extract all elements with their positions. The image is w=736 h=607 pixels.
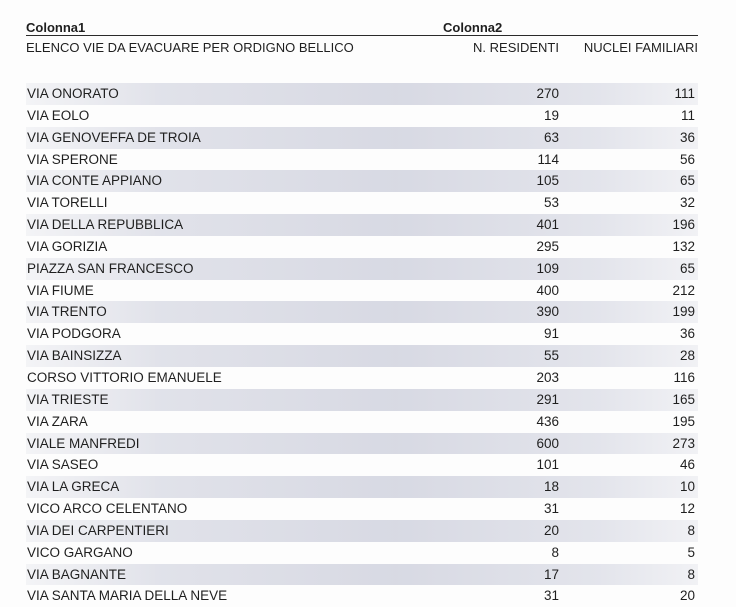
table-row [26,149,698,171]
table-row [26,301,698,323]
street-name-cell: VIA SANTA MARIA DELLA NEVE [27,588,228,604]
families-cell: 11 [680,107,695,123]
families-cell: 165 [672,391,695,407]
table-row [26,411,698,433]
residents-cell: 114 [537,151,559,167]
residents-cell: 31 [543,588,559,604]
street-name-cell: VIA CONTE APPIANO [27,173,163,189]
table-row [26,345,698,367]
table-row [26,83,698,105]
residents-cell: 18 [543,479,559,495]
subheader-row [26,36,698,56]
families-cell: 195 [672,413,695,429]
families-cell: 56 [679,151,695,167]
residents-cell: 105 [536,173,559,189]
families-cell: 8 [687,566,695,582]
residents-cell: 270 [536,86,559,101]
families-cell: 10 [679,479,695,495]
residents-cell: 400 [536,282,559,298]
table-row [26,280,698,302]
street-name-cell: VIA TORELLI [27,195,108,211]
residents-cell: 53 [543,195,559,211]
street-name-cell: PIAZZA SAN FRANCESCO [27,260,194,276]
families-cell: 5 [687,544,695,560]
street-name-cell: VIALE MANFREDI [27,435,140,451]
residents-cell: 600 [536,435,559,451]
families-cell: 273 [672,435,695,451]
families-cell: 196 [672,217,695,233]
families-cell: 65 [679,173,695,189]
table-row [26,236,698,258]
table-row [26,564,698,586]
table-row [26,367,698,389]
table-row [26,542,698,564]
table-row [26,170,698,192]
street-name-cell: VIA LA GRECA [27,479,120,495]
table-title: ELENCO VIE DA EVACUARE PER ORDIGNO BELLICO [26,40,354,55]
families-cell: 8 [687,522,695,538]
families-cell: 65 [679,260,695,276]
street-name-cell: VIA DELLA REPUBBLICA [27,217,184,233]
table-row [26,192,698,214]
table-row [26,498,698,520]
street-name-cell: VIA FIUME [27,282,94,298]
residents-cell: 436 [536,413,559,429]
street-name-cell: VIA ONORATO [27,86,119,101]
residents-cell: 20 [543,522,559,538]
residents-cell: 401 [536,217,559,233]
residents-cell: 390 [536,304,559,320]
residents-cell: 19 [543,107,559,123]
residents-cell: 203 [536,369,559,385]
table-row [26,389,698,411]
families-header: NUCLEI FAMILIARI [583,40,698,55]
street-name-cell: VIA BAGNANTE [27,566,127,582]
residents-cell: 63 [543,129,559,145]
families-cell: 32 [679,195,695,211]
column1-header: Colonna1 [26,20,86,35]
street-name-cell: VIA TRENTO [27,304,107,320]
families-cell: 116 [673,369,695,385]
column2-header: Colonna2 [443,20,503,35]
families-cell: 199 [672,304,695,320]
table-body [26,83,698,607]
families-cell: 12 [679,501,695,517]
table-row [26,476,698,498]
families-cell: 111 [674,86,695,101]
families-cell: 28 [679,348,695,364]
street-name-cell: VIA SASEO [27,457,99,473]
residents-cell: 8 [551,544,559,560]
table-row [26,454,698,476]
families-cell: 36 [679,129,695,145]
residents-cell: 295 [536,238,559,254]
residents-cell: 101 [536,457,559,473]
table-row [26,520,698,542]
street-name-cell: VICO GARGANO [27,544,133,560]
residents-cell: 17 [543,566,559,582]
residents-cell: 31 [543,501,559,517]
table-row [26,214,698,236]
street-name-cell: VIA TRIESTE [27,391,109,407]
street-name-cell: VIA SPERONE [27,151,118,167]
families-cell: 46 [679,457,695,473]
table-row [26,127,698,149]
column-header-row [26,10,698,36]
street-name-cell: VIA GORIZIA [27,238,108,254]
families-cell: 20 [679,588,695,604]
residents-cell: 91 [543,326,559,342]
street-name-cell: VIA EOLO [27,107,90,123]
evacuation-table [26,10,698,607]
table-row [26,323,698,345]
street-name-cell: CORSO VITTORIO EMANUELE [27,369,222,385]
table-row [26,105,698,127]
street-name-cell: VIA GENOVEFFA DE TROIA [27,129,201,145]
street-name-cell: VIA DEI CARPENTIERI [27,522,169,538]
residents-header: N. RESIDENTI [473,40,559,55]
blank-row [26,56,698,83]
street-name-cell: VIA PODGORA [27,326,121,342]
residents-cell: 291 [536,391,559,407]
street-name-cell: VIA BAINSIZZA [27,348,122,364]
street-name-cell: VIA ZARA [27,413,88,429]
table-row [26,433,698,455]
residents-cell: 109 [536,260,559,276]
families-cell: 132 [672,238,695,254]
residents-cell: 55 [543,348,559,364]
table-row [26,258,698,280]
table-row [26,585,698,607]
families-cell: 212 [672,282,695,298]
families-cell: 36 [679,326,695,342]
street-name-cell: VICO ARCO CELENTANO [27,501,188,517]
